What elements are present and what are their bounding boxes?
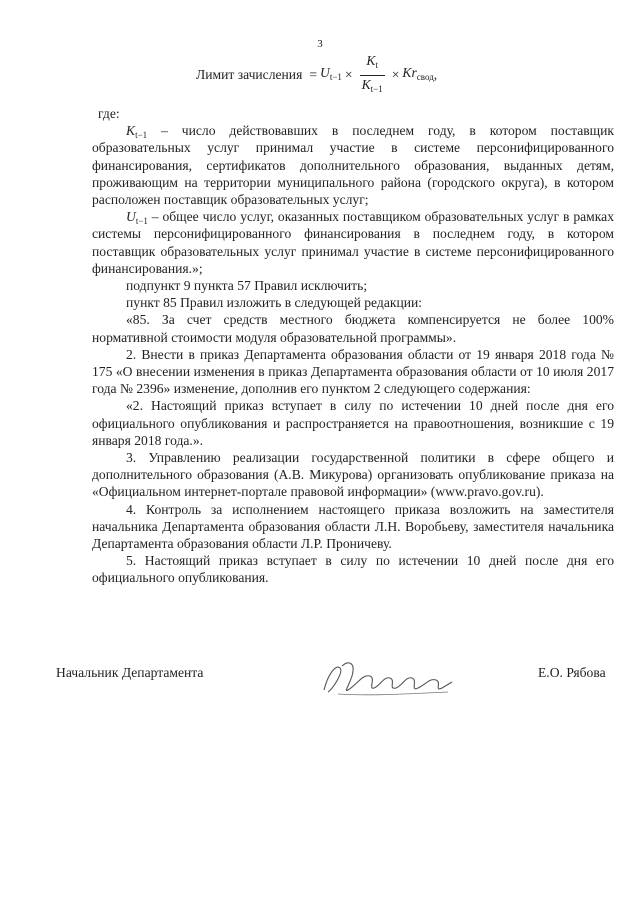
paragraph-item-5: 5. Настоящий приказ вступает в силу по истечении 10 дней после дня его официального опубликования. <box>92 553 614 586</box>
formula-kr-term: $Kr_{свод}$ <box>402 64 434 82</box>
paragraph-item-85-text: «85. За счет средств местного бюджета компенсируется не более 100% нормативной стоимости модуля образовательной программы». <box>92 312 614 345</box>
paragraph-u-definition: $U_{t-1}$ – общее число услуг, оказанных поставщиком образовательных услуг в рамках системы персонифицированного финансирования в последнем году, в котором поставщик образовательных услуг принимал участие в системе персонифицированного финансирования.»; <box>92 209 614 276</box>
signatory-title: Начальник Департамента <box>56 665 204 680</box>
paragraph-item-3: 3. Управлению реализации государственной политики в сфере общего и дополнительного образования (А.В. Микурова) организовать опубликование приказа на «Официальном интернет-портале правовой информации» (www.pravo.gov.ru). <box>92 450 614 500</box>
document-body <box>92 105 614 587</box>
formula-fraction <box>360 52 385 97</box>
paragraph-item-85-intro: пункт 85 Правил изложить в следующей редакции: <box>126 295 423 311</box>
paragraph-subitem-9: подпункт 9 пункта 57 Правил исключить; <box>126 278 368 294</box>
signatory-name: Е.О. Рябова <box>538 665 606 680</box>
paragraph-item-2-quote: «2. Настоящий приказ вступает в силу по истечении 10 дней после дня его официального опубликования и распространяется на правоотношения, возникшие с 19 января 2018 года.». <box>92 398 614 448</box>
u-symbol: U <box>126 209 136 225</box>
paragraph-item-4: 4. Контроль за исполнением настоящего приказа возложить на заместителя начальника Департамента образования области Л.Н. Воробьеву, заместителя начальника Департамента образования области Л.Р. Проничеву. <box>92 501 614 552</box>
fraction-denominator: $K_{t-1}$ <box>360 75 385 98</box>
paragraph-item-2: 2. Внести в приказ Департамента образования области от 19 января 2018 года № 175 «О внесении изменения в приказ Департамента образования области от 10 июля 2017 года № 2396» изменение, дополнив его пунктом 2 следующего содержания: <box>92 346 614 397</box>
k-symbol: K <box>126 123 136 139</box>
paragraph-k-definition: $K_{t-1}$ – число действовавших в последнем году, в котором поставщик образовательных услуг принимал участие в системе персонифицированного финансирования, сертификатов дополнительного образования, выданных детям, проживающим на территории муниципального района (городского округа), в котором расположен поставщик образовательных услуг; <box>92 123 614 208</box>
formula-u-term: $U_{t-1}$ <box>320 64 342 82</box>
formula-times-2: × <box>391 67 400 83</box>
page-number: 3 <box>317 38 323 50</box>
formula-equals: = <box>309 67 318 83</box>
formula-times-1: × <box>344 67 353 83</box>
formula-label: Лимит зачисления <box>196 67 303 83</box>
formula-comma: , <box>433 67 438 83</box>
paragraph-gde: где: <box>98 106 120 121</box>
handwritten-signature <box>318 646 458 702</box>
limit-formula <box>196 50 496 100</box>
fraction-numerator: $K_t$ <box>366 53 378 71</box>
